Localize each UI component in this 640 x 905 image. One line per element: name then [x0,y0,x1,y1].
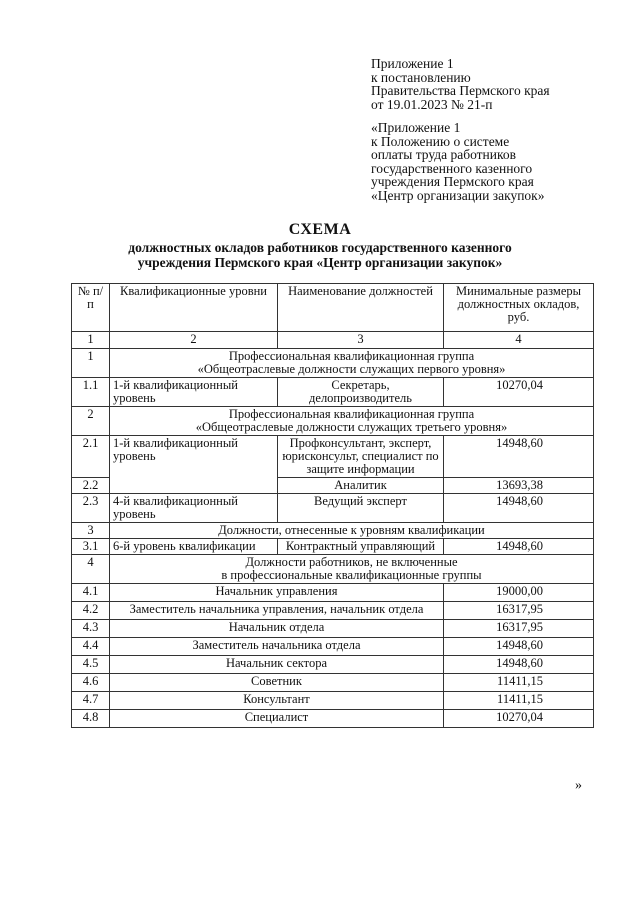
column-number-row [72,332,594,349]
group-title-line: в профессиональные квалификационные группы [221,568,482,582]
row-num: 4.1 [72,584,110,602]
position-cell: Начальник отдела [110,620,444,638]
row-num: 2.1 [72,436,110,478]
group-title [110,349,594,378]
salary-cell: 19000,00 [444,584,594,602]
position-cell: Заместитель начальника управления, начальник отдела [110,602,444,620]
salary-cell: 16317,95 [444,620,594,638]
col-number: 1 [72,332,110,349]
row-num: 4.7 [72,692,110,710]
attachment-line: Приложение 1 [371,56,454,71]
attachment-line: Правительства Пермского края [371,83,550,98]
group-title: Должности, отнесенные к уровням квалификации [110,523,594,539]
attachment-line: к Положению о системе [371,133,510,149]
position-cell: Ведущий эксперт [278,494,444,523]
row-num: 4.4 [72,638,110,656]
header-position: Наименование должностей [278,284,444,332]
row-num: 2.3 [72,494,110,523]
salary-cell: 10270,04 [444,710,594,728]
row-num: 3 [72,523,110,539]
position-cell: Контрактный управляющий [278,539,444,555]
row-num: 4.3 [72,620,110,638]
header-row [72,284,594,332]
position-cell: Начальник сектора [110,656,444,674]
salary-cell: 14948,60 [444,436,594,478]
position-cell: Советник [110,674,444,692]
attachment-line: оплаты труда работников [371,147,516,162]
table-row [72,602,594,620]
row-num: 4.8 [72,710,110,728]
table-row [72,584,594,602]
group-title [110,555,594,584]
table-row [72,638,594,656]
level-cell: 6-й уровень квалификации [110,539,278,555]
header-level: Квалификационные уровни [110,284,278,332]
salary-cell: 11411,15 [444,674,594,692]
subtitle-line: учреждения Пермского края «Центр организации закупок» [137,255,503,270]
salary-cell: 14948,60 [444,539,594,555]
header-salary: Минимальные размеры должностных окладов, руб. [444,284,594,332]
table-row [72,692,594,710]
table-row [72,620,594,638]
salary-table [71,283,594,728]
table-row [72,494,594,523]
row-num: 2.2 [72,478,110,494]
col-number: 3 [278,332,444,349]
group-row [72,523,594,539]
document-title: СХЕМА [288,221,352,238]
position-cell: Профконсультант, эксперт, юрисконсульт, специалист по защите информации [278,436,444,478]
level-cell: 1-й квалификационный уровень [110,378,278,407]
attachment-header [371,57,550,111]
salary-cell: 14948,60 [444,494,594,523]
row-num: 4.5 [72,656,110,674]
level-cell: 4-й квалификационный уровень [110,494,278,523]
salary-cell: 10270,04 [444,378,594,407]
salary-cell: 11411,15 [444,692,594,710]
position-cell: Секретарь, делопроизводитель [278,378,444,407]
previous-attachment-header [371,121,544,202]
salary-cell: 14948,60 [444,638,594,656]
group-row [72,555,594,584]
position-cell: Консультант [110,692,444,710]
group-title-line: «Общеотраслевые должности служащих третьего уровня» [195,420,508,434]
salary-cell: 16317,95 [444,602,594,620]
attachment-line: от 19.01.2023 № 21-п [371,96,493,112]
table-row [72,378,594,407]
position-cell: Аналитик [278,478,444,494]
table-row [72,656,594,674]
table-row [72,436,594,478]
salary-cell: 14948,60 [444,656,594,674]
position-cell: Заместитель начальника отдела [110,638,444,656]
attachment-line: к постановлению [371,69,471,85]
group-title-line: Профессиональная квалификационная группа [228,407,475,421]
row-num: 4 [72,555,110,584]
table-row [72,674,594,692]
group-row [72,349,594,378]
attachment-line: государственного казенного [371,160,533,176]
salary-cell: 13693,38 [444,478,594,494]
table-row [72,539,594,555]
subtitle-line: должностных окладов работников государственного казенного [128,240,512,255]
attachment-line: «Приложение 1 [371,120,461,135]
row-num: 4.2 [72,602,110,620]
level-cell: 1-й квалификационный уровень [110,436,278,494]
group-title-line: «Общеотраслевые должности служащих первого уровня» [197,362,506,376]
col-number: 4 [444,332,594,349]
table-row [72,710,594,728]
row-num: 1.1 [72,378,110,407]
col-number: 2 [110,332,278,349]
group-row [72,407,594,436]
row-num: 3.1 [72,539,110,555]
group-title-line: Профессиональная квалификационная группа [228,349,475,363]
position-cell: Специалист [110,710,444,728]
attachment-line: «Центр организации закупок» [371,187,545,203]
group-title [110,407,594,436]
row-num: 4.6 [72,674,110,692]
row-num: 2 [72,407,110,436]
header-num: № п/п [72,284,110,332]
row-num: 1 [72,349,110,378]
closing-quote: » [575,778,582,793]
attachment-line: учреждения Пермского края [371,174,534,189]
position-cell: Начальник управления [110,584,444,602]
group-title-line: Должности работников, не включенные [245,555,458,569]
document-subtitle [0,240,640,270]
